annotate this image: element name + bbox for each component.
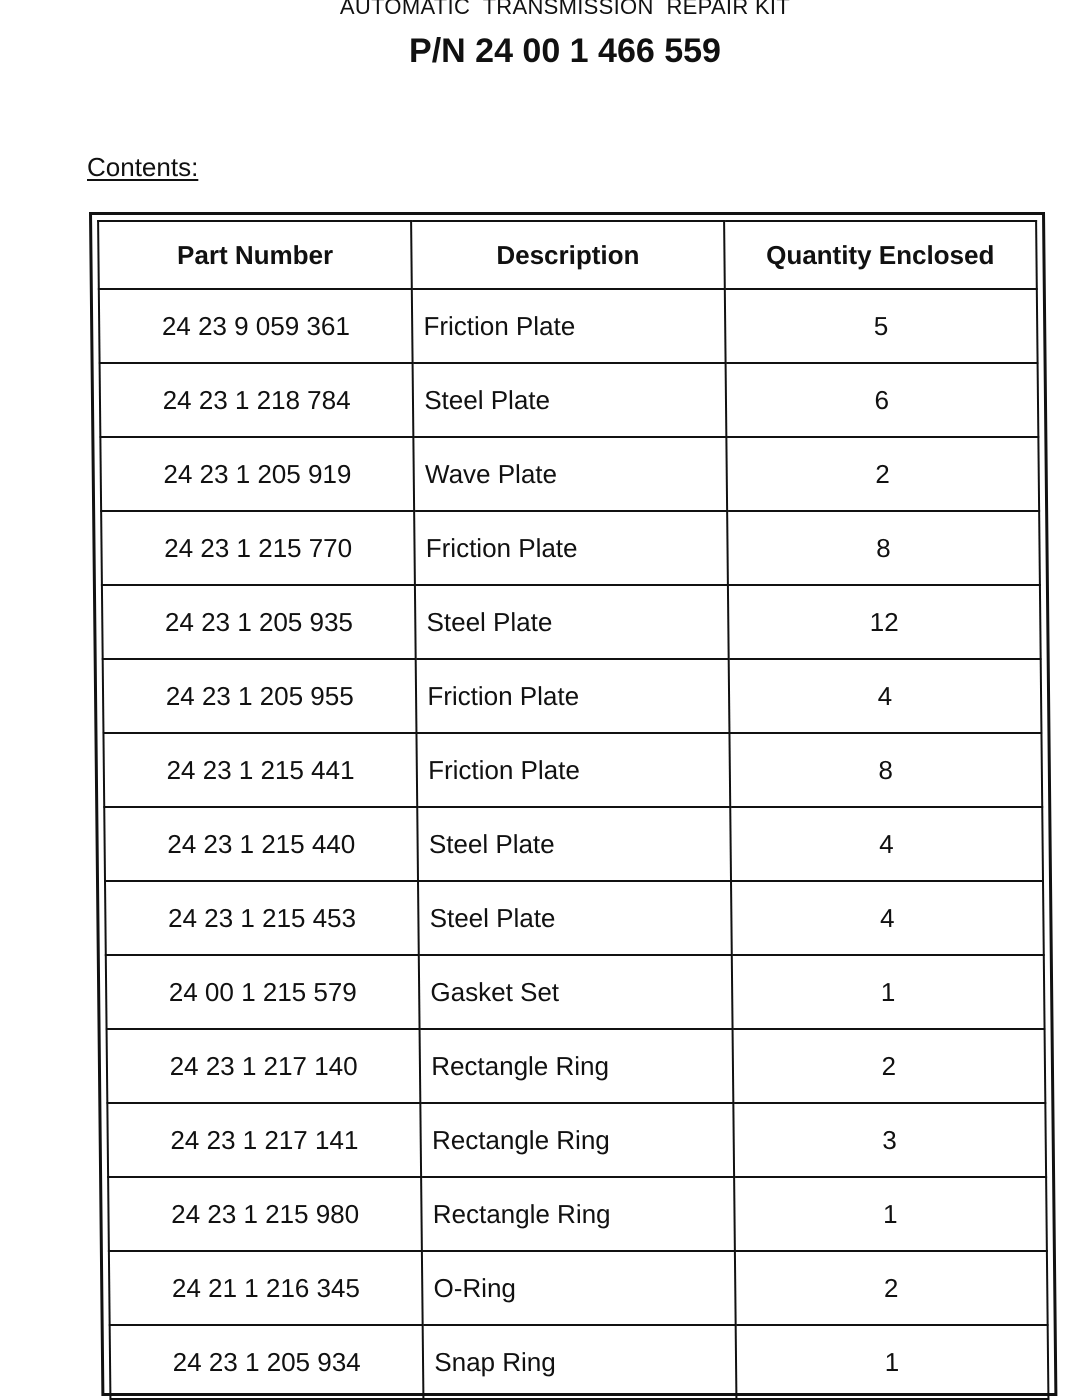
table-row: [101, 511, 1040, 585]
quantity-cell: 2: [726, 437, 1039, 511]
description-cell: O-Ring: [422, 1251, 735, 1325]
table-header-row: [98, 221, 1037, 289]
header-quantity-enclosed: Quantity Enclosed: [724, 221, 1037, 289]
description-cell: Friction Plate: [417, 733, 730, 807]
part-number-cell: 24 23 1 215 453: [105, 881, 419, 955]
description-cell: Gasket Set: [419, 955, 732, 1029]
quantity-cell: 3: [733, 1103, 1046, 1177]
quantity-cell: 1: [735, 1325, 1048, 1399]
description-cell: Snap Ring: [423, 1325, 736, 1399]
table-row: [103, 733, 1042, 807]
table-row: [104, 807, 1043, 881]
quantity-cell: 4: [728, 659, 1041, 733]
table-row: [107, 1103, 1046, 1177]
table-row: [107, 1029, 1046, 1103]
contents-label: Contents:: [87, 152, 199, 182]
part-number-cell: 24 21 1 216 345: [109, 1251, 423, 1325]
description-cell: Steel Plate: [415, 585, 728, 659]
header-description: Description: [411, 221, 724, 289]
table-row: [109, 1251, 1048, 1325]
part-number-cell: 24 23 1 217 141: [107, 1103, 421, 1177]
table-row: [108, 1177, 1047, 1251]
table-row: [100, 363, 1039, 437]
quantity-cell: 4: [730, 807, 1043, 881]
part-number-cell: 24 23 1 215 441: [103, 733, 417, 807]
quantity-cell: 1: [731, 955, 1044, 1029]
quantity-cell: 2: [735, 1251, 1048, 1325]
description-cell: Steel Plate: [413, 363, 726, 437]
kit-title: AUTOMATIC TRANSMISSION REPAIR KIT: [339, 0, 791, 19]
quantity-cell: 4: [731, 881, 1044, 955]
description-cell: Friction Plate: [412, 289, 725, 363]
parts-table: [97, 220, 1049, 1400]
quantity-cell: 2: [732, 1029, 1045, 1103]
part-number-cell: 24 23 1 205 919: [100, 437, 414, 511]
table-row: [106, 955, 1045, 1029]
description-cell: Rectangle Ring: [421, 1103, 734, 1177]
table-row: [103, 659, 1042, 733]
part-number-cell: 24 23 1 215 770: [101, 511, 415, 585]
quantity-cell: 8: [729, 733, 1042, 807]
table-row: [100, 437, 1039, 511]
description-cell: Rectangle Ring: [421, 1177, 734, 1251]
quantity-cell: 8: [727, 511, 1040, 585]
table-row: [102, 585, 1041, 659]
description-cell: Rectangle Ring: [420, 1029, 733, 1103]
description-cell: Steel Plate: [418, 807, 731, 881]
kit-part-number: P/N 24 00 1 466 559: [409, 32, 721, 70]
parts-table-frame: [89, 212, 1057, 1396]
part-number-cell: 24 23 1 218 784: [100, 363, 414, 437]
table-row: [99, 289, 1038, 363]
header-part-number: Part Number: [98, 221, 412, 289]
quantity-cell: 12: [728, 585, 1041, 659]
part-number-cell: 24 23 9 059 361: [99, 289, 413, 363]
part-number-cell: 24 23 1 217 140: [107, 1029, 421, 1103]
quantity-cell: 6: [725, 363, 1038, 437]
description-cell: Friction Plate: [416, 659, 729, 733]
part-number-cell: 24 23 1 205 935: [102, 585, 416, 659]
table-row: [105, 881, 1044, 955]
part-number-cell: 24 23 1 215 440: [104, 807, 418, 881]
part-number-cell: 24 23 1 215 980: [108, 1177, 422, 1251]
part-number-cell: 24 00 1 215 579: [106, 955, 420, 1029]
part-number-cell: 24 23 1 205 955: [103, 659, 417, 733]
part-number-cell: 24 23 1 205 934: [110, 1325, 424, 1399]
description-cell: Steel Plate: [418, 881, 731, 955]
description-cell: Friction Plate: [414, 511, 727, 585]
quantity-cell: 5: [724, 289, 1037, 363]
description-cell: Wave Plate: [414, 437, 727, 511]
quantity-cell: 1: [734, 1177, 1047, 1251]
